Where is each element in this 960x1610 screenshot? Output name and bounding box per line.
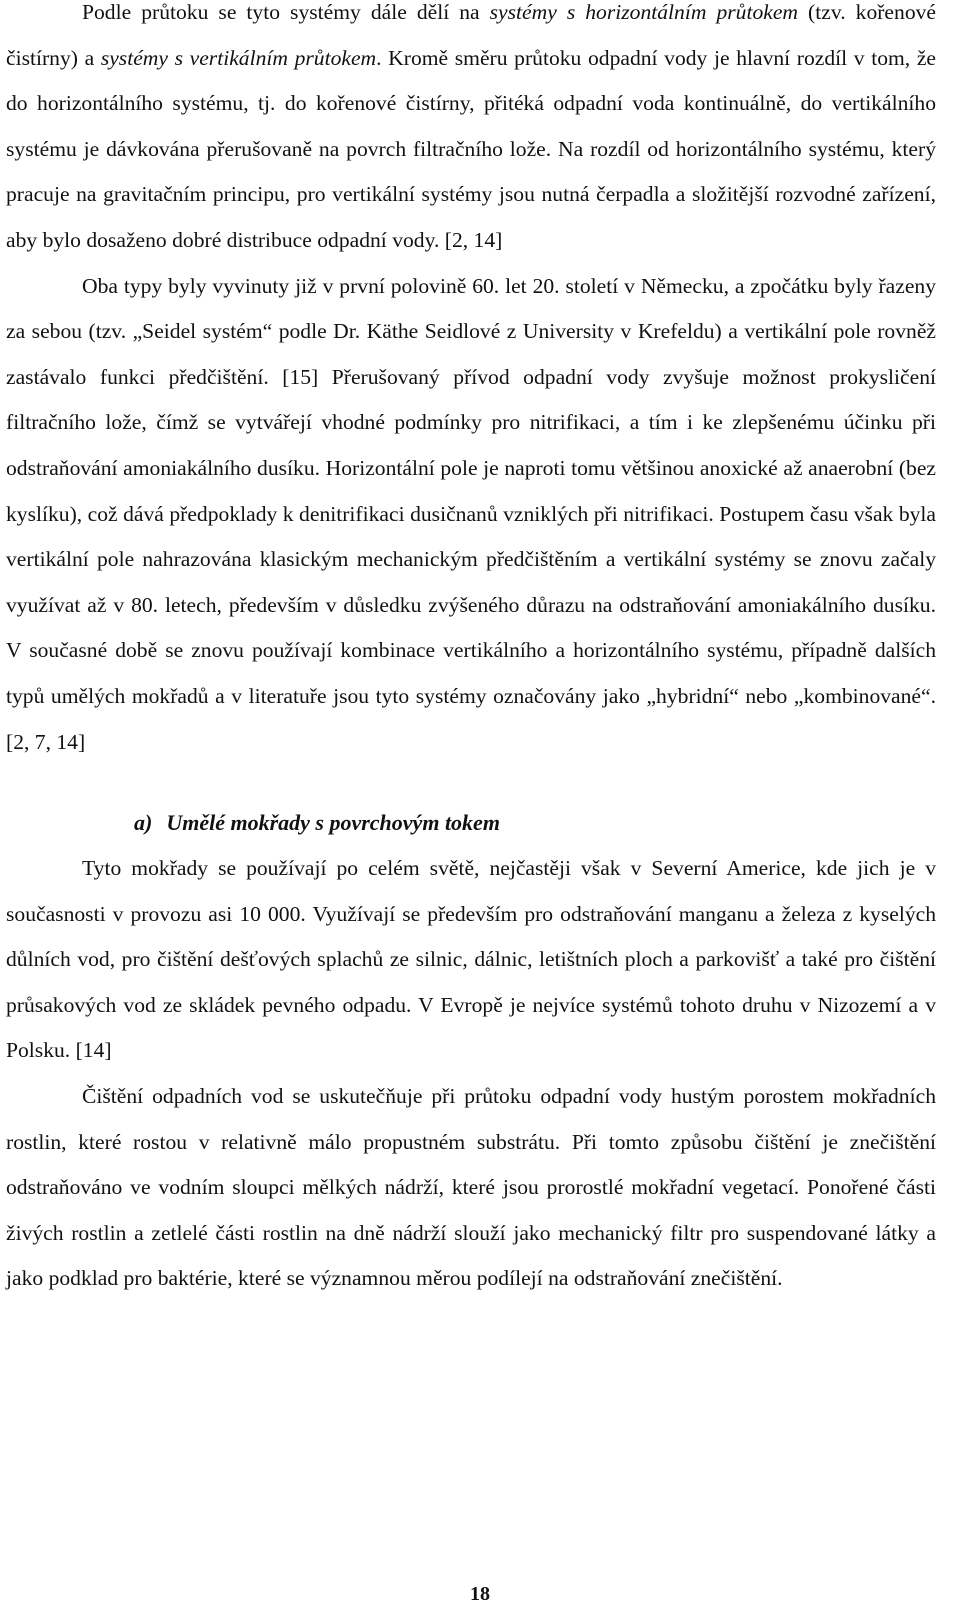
paragraph-treatment: Čištění odpadních vod se uskutečňuje při průtoku odpadní vody hustým porostem mokřadních rostlin, které rostou v relativně málo propustném substrátu. Při tomto způsobu čištění je znečištění odstraňováno ve vodním sloupci mělkých nádrží, které jsou prorostlé mokřadní vegetací. Ponořené části živých rostlin a zetlelé části rostlin na dně nádrží slouží jako mechanický filtr pro suspendované látky a jako podklad pro baktérie, které se významnou měrou podílejí na odstraňování znečištění. <box>6 1084 936 1291</box>
section-heading-title: Umělé mokřady s povrchovým tokem <box>166 810 500 836</box>
paragraph-flow-types <box>6 0 936 264</box>
emphasis-vertical: systémy s vertikálním průtokem <box>100 45 377 70</box>
page-number: 18 <box>470 1583 490 1605</box>
section-heading <box>6 800 936 846</box>
document-page <box>6 0 936 1302</box>
paragraph-text: Podle průtoku se tyto systémy dále dělí na <box>82 0 490 24</box>
paragraph-history: Oba typy byly vyvinuty již v první polovině 60. let 20. století v Německu, a zpočátku byly řazeny za sebou (tzv. „Seidel systém“ podle Dr. Käthe Seidlové z University v Krefeldu) a vertikální pole rovněž zastávalo funkci předčištění. [15] Přerušovaný přívod odpadní vody zvyšuje možnost prokysličení filtračního lože, čímž se vytvářejí vhodné podmínky pro nitrifikaci, a tím i ke zlepšenému účinku při odstraňování amoniakálního dusíku. Horizontální pole je naproti tomu většinou anoxické až anaerobní (bez kyslíku), což dává předpoklady k denitrifikaci dusičnanů vzniklých při nitrifikaci. Postupem času však byla vertikální pole nahrazována klasickým mechanickým předčištěním a vertikální systémy se znovu začaly využívat až v 80. letech, především v důsledku zvýšeného důrazu na odstraňování amoniakálního dusíku. V současné době se znovu používají kombinace vertikálního a horizontálního systému, případně dalších typů umělých mokřadů a v literatuře jsou tyto systémy označovány jako „hybridní“ nebo „kombinované“. [2, 7, 14] <box>6 273 936 754</box>
paragraph-text: . Kromě směru průtoku odpadní vody je hlavní rozdíl v tom, že do horizontálního systému, tj. do kořenové čistírny, přitéká odpadní voda kontinuálně, do vertikálního systému je dávkována přerušovaně na povrch filtračního lože. Na rozdíl od horizontálního systému, který pracuje na gravitačním principu, pro vertikální systémy jsou nutná čerpadla a složitější rozvodné zařízení, aby bylo dosaženo dobré distribuce odpadní vody. [2, 14] <box>6 45 936 252</box>
paragraph-usage: Tyto mokřady se používají po celém světě, nejčastěji však v Severní Americe, kde jich je v současnosti v provozu asi 10 000. Využívají se především pro odstraňování manganu a železa z kyselých důlních vod, pro čištění dešťových splachů ze silnic, dálnic, letištních ploch a parkovišť a také pro čištění průsakových vod ze skládek pevného odpadu. V Evropě je nejvíce systémů tohoto druhu v Nizozemí a v Polsku. [14] <box>6 856 936 1063</box>
paragraph-text: (tzv. kořenové čistírny) a <box>6 0 936 70</box>
section-heading-label: a) <box>134 810 153 836</box>
emphasis-horizontal: systémy s horizontálním průtokem <box>489 0 799 24</box>
